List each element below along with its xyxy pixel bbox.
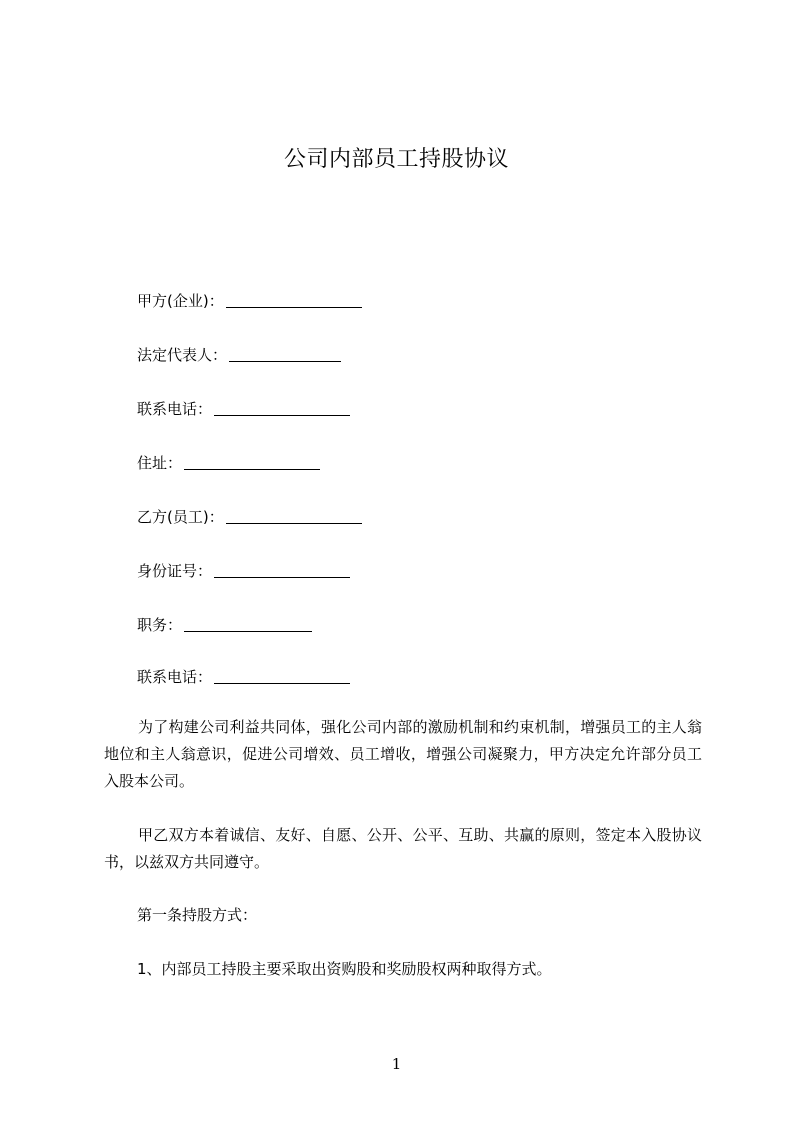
list-item: 1、内部员工持股主要采取出资购股和奖励股权两种取得方式。: [137, 960, 552, 978]
fill-in-blank: [229, 347, 341, 362]
field-label: 法定代表人：: [137, 346, 228, 364]
field-label: 职务：: [137, 616, 183, 634]
fill-in-blank: [184, 617, 312, 632]
address-field: [137, 453, 320, 473]
id-number-field: [137, 561, 350, 581]
fill-in-blank: [226, 293, 362, 308]
party-a-enterprise-field: [137, 291, 362, 311]
fill-in-blank: [214, 669, 350, 684]
fill-in-blank: [214, 563, 350, 578]
field-label: 甲方(企业)：: [137, 292, 224, 310]
field-label: 身份证号：: [137, 562, 213, 580]
party-a-phone-field: [137, 399, 350, 419]
position-field: [137, 615, 312, 635]
field-label: 乙方(员工)：: [137, 508, 224, 526]
fill-in-blank: [184, 455, 320, 470]
field-label: 联系电话：: [137, 668, 213, 686]
fill-in-blank: [214, 401, 350, 416]
party-b-employee-field: [137, 507, 362, 527]
document-title: 公司内部员工持股协议: [283, 147, 509, 172]
page-number: 1: [391, 1055, 402, 1073]
field-label: 住址：: [137, 454, 183, 472]
field-label: 联系电话：: [137, 400, 213, 418]
legal-representative-field: [137, 345, 341, 365]
party-b-phone-field: [137, 667, 350, 687]
section-heading: 第一条持股方式：: [137, 906, 258, 924]
fill-in-blank: [226, 509, 362, 524]
intro-paragraph: 为了构建公司利益共同体，强化公司内部的激励机制和约束机制，增强员工的主人翁地位和主人翁意识，促进公司增效、员工增收，增强公司凝聚力，甲方决定允许部分员工入股本公司。: [104, 718, 702, 790]
principles-paragraph: 甲乙双方本着诚信、友好、自愿、公开、公平、互助、共赢的原则，签定本入股协议书，以兹双方共同遵守。: [104, 826, 702, 871]
